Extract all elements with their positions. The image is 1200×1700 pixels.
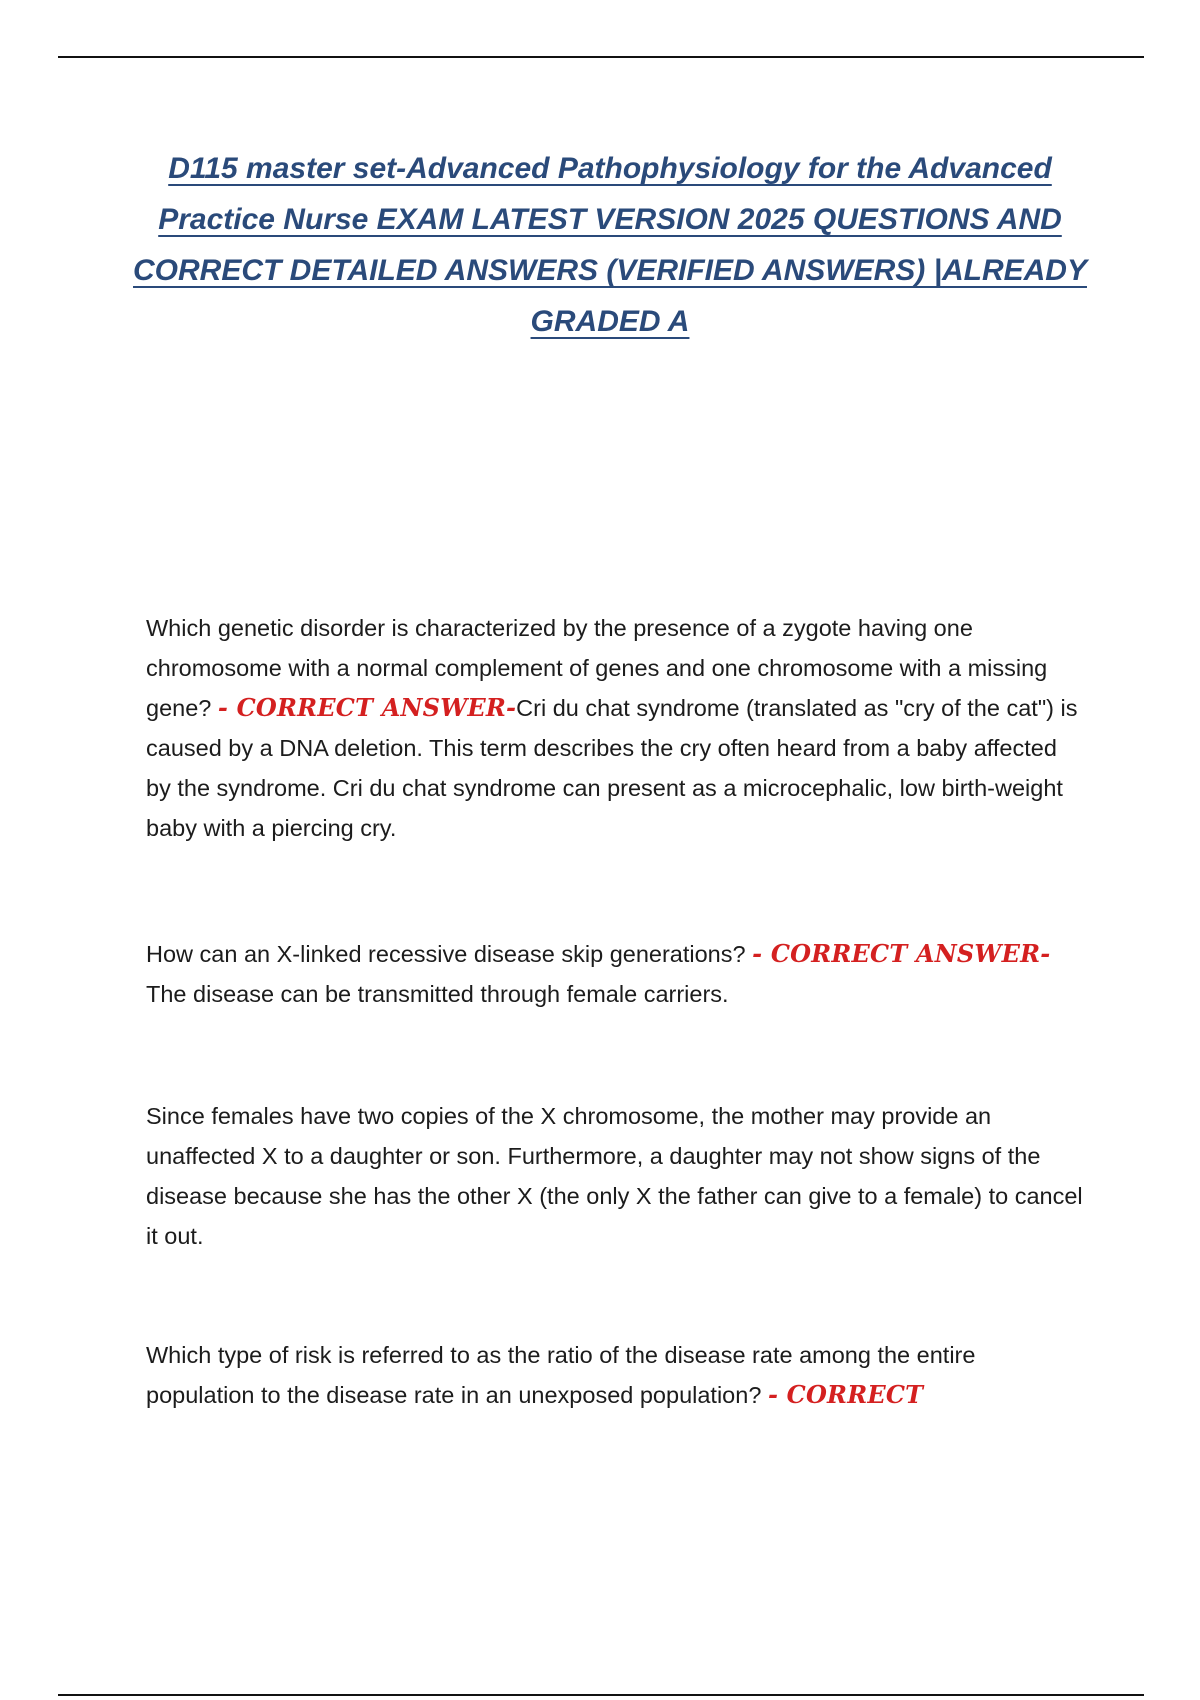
question-3 <box>146 1335 1086 1415</box>
correct-answer-label-truncated: - CORRECT <box>767 1380 924 1409</box>
answer-2-text: The disease can be transmitted through female carriers. <box>146 981 729 1007</box>
question-3-text: Which type of risk is referred to as the ratio of the disease rate among the entire population to the disease rate in an unexposed population? <box>146 1342 976 1408</box>
correct-answer-label: - CORRECT ANSWER- <box>217 693 517 722</box>
top-rule <box>58 56 1144 58</box>
explanation-paragraph: Since females have two copies of the X chromosome, the mother may provide an unaffected X to a daughter or son. Furthermore, a daughter may not show signs of the disease because she has the other X (the only X the father can give to a female) to cancel it out. <box>146 1103 1083 1249</box>
document-title: D115 master set-Advanced Pathophysiology for the Advanced Practice Nurse EXAM LATEST VERSION 2025 QUESTIONS AND CORRECT DETAILED ANSWERS (VERIFIED ANSWERS) |ALREADY GRADED A <box>133 152 1087 338</box>
question-2 <box>146 934 1086 1014</box>
answer-1-text: Cri du chat syndrome (translated as "cry of the cat") is caused by a DNA deletion. This term describes the cry often heard from a baby affected by the syndrome. Cri du chat syndrome can present as a microcephalic, low birth-weight baby with a piercing cry. <box>146 695 1078 841</box>
question-2-text: How can an X-linked recessive disease skip generations? <box>146 941 753 967</box>
question-1-text: Which genetic disorder is characterized by the presence of a zygote having one chromosome with a normal complement of genes and one chromosome with a missing gene? <box>146 615 1048 721</box>
bottom-rule <box>58 1694 1144 1696</box>
correct-answer-label: - CORRECT ANSWER- <box>752 939 1051 968</box>
question-1 <box>146 608 1086 848</box>
